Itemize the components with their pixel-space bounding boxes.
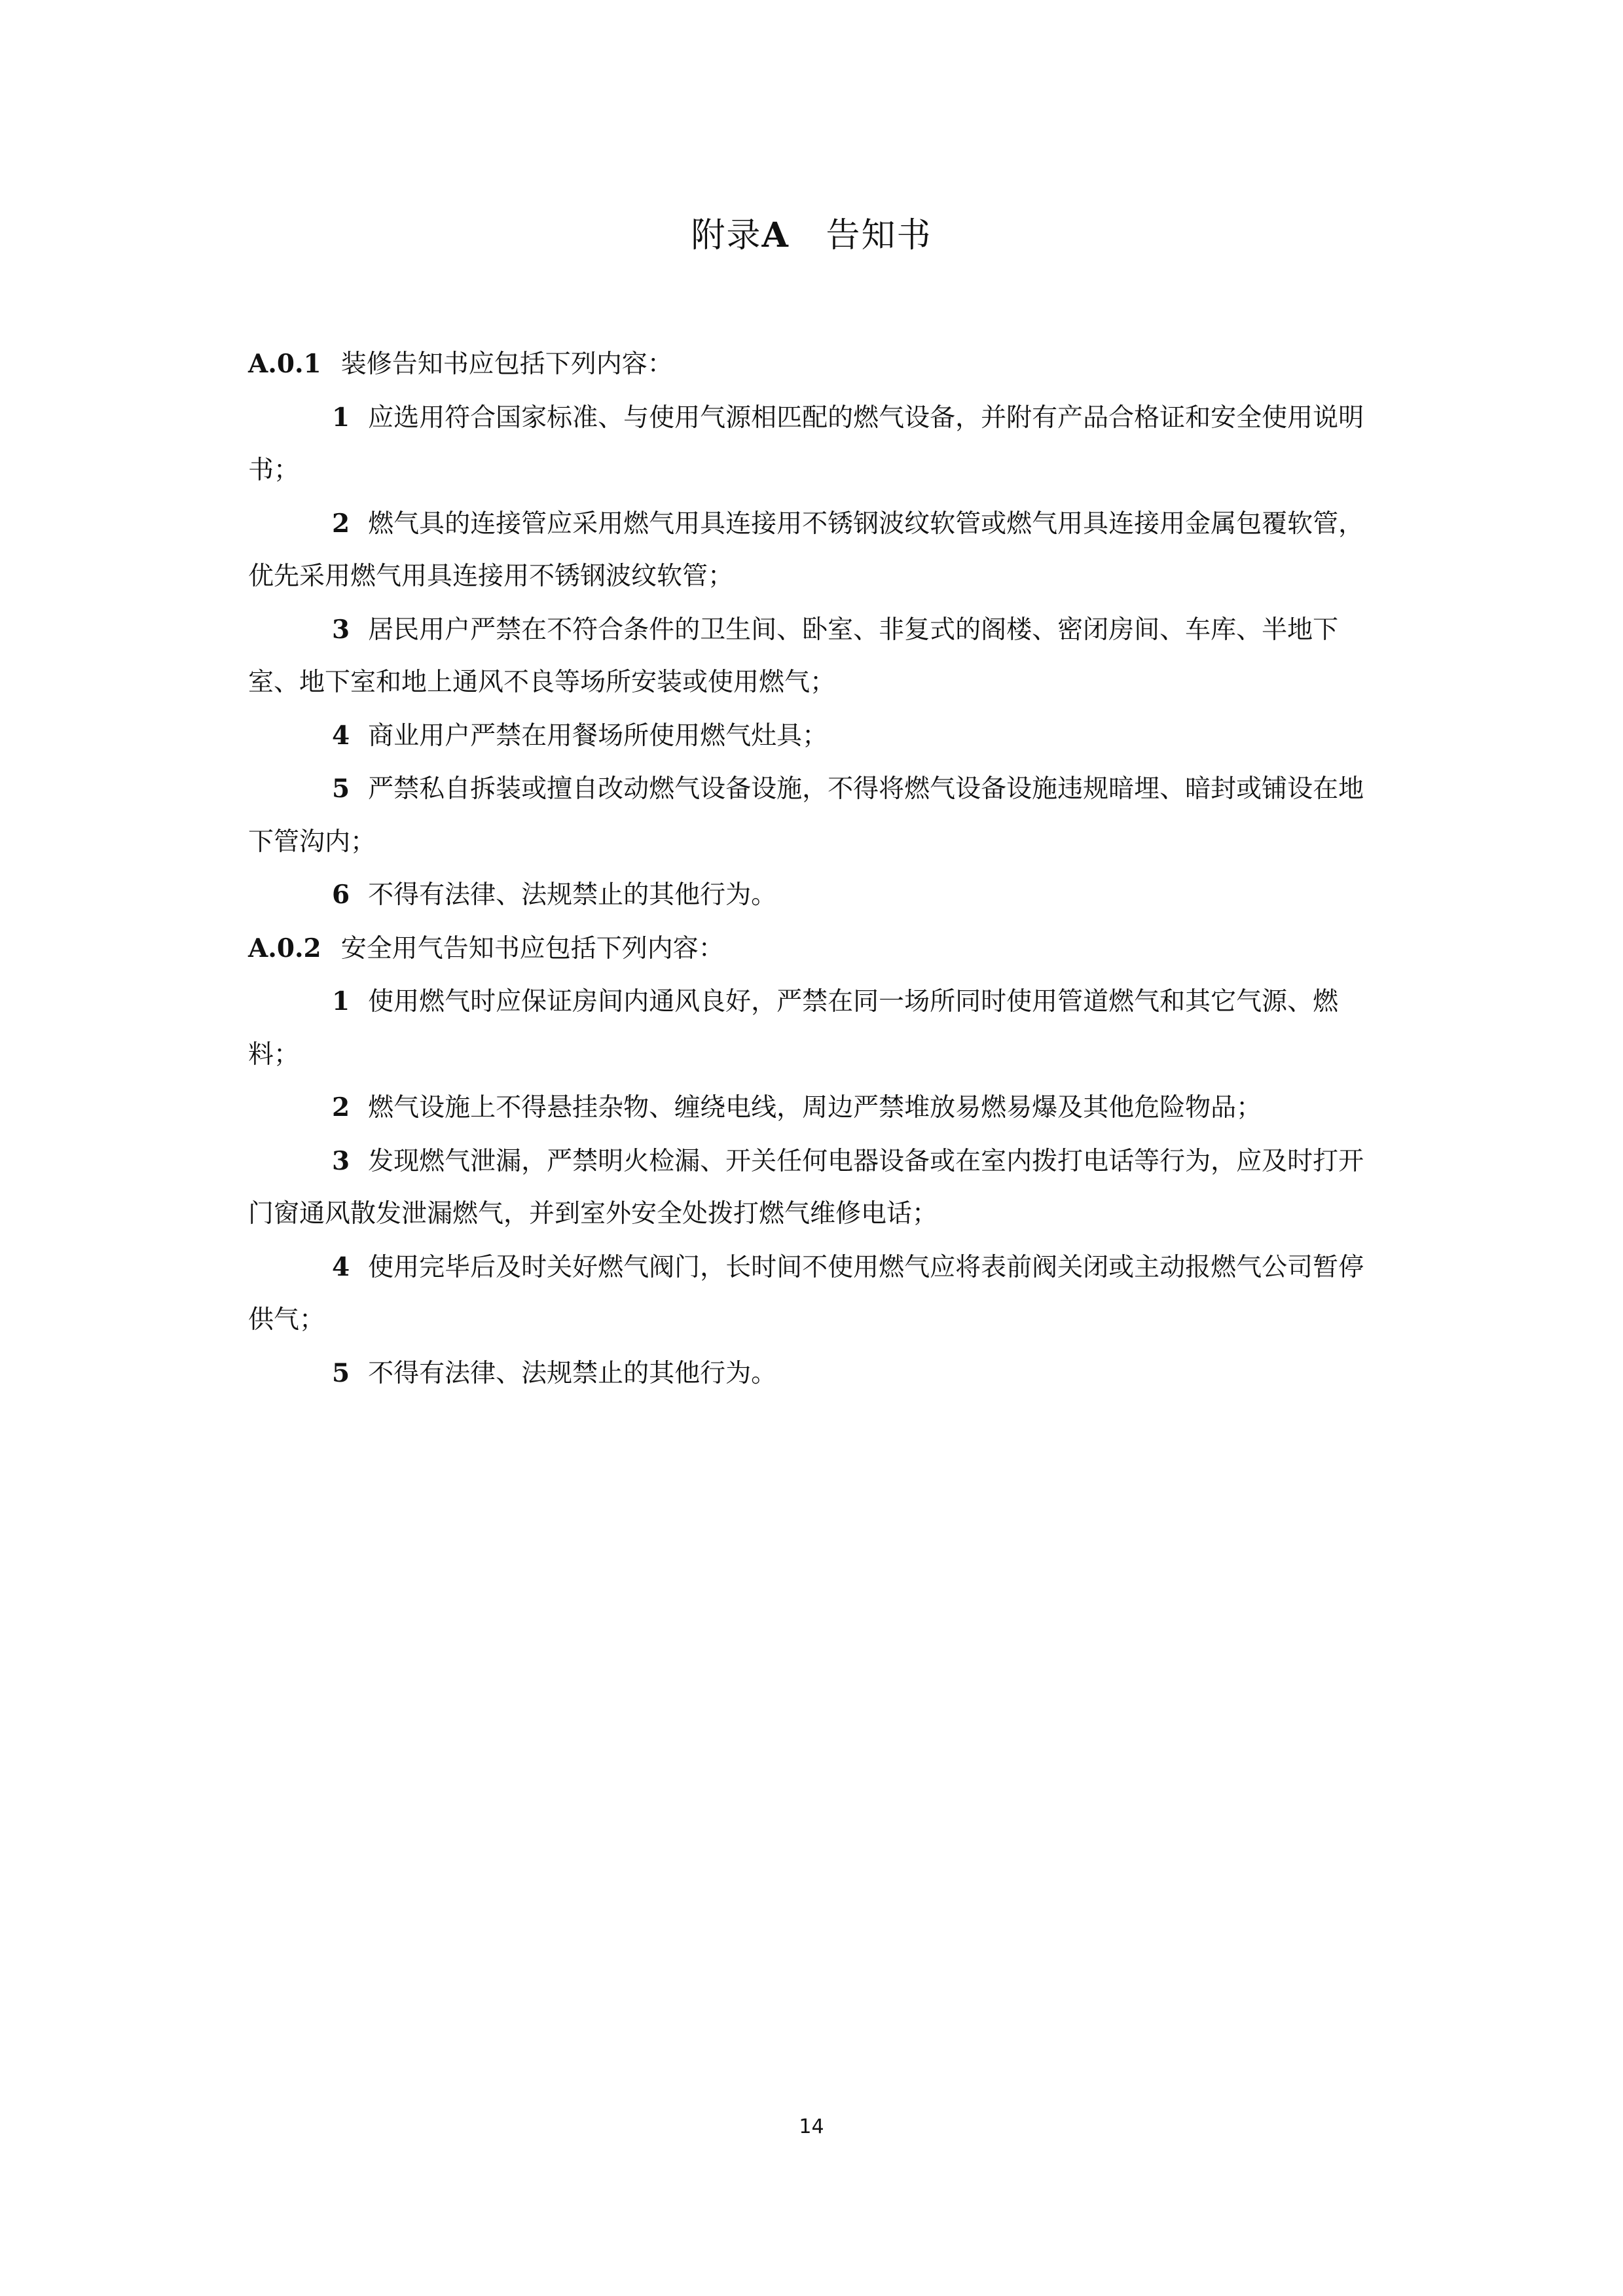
- item-text: 使用完毕后及时关好燃气阀门，长时间不使用燃气应将表前阀关闭或主动报燃气公司暂停供气；: [248, 1252, 1364, 1335]
- item-text: 商业用户严禁在用餐场所使用燃气灶具；: [368, 721, 828, 751]
- list-item: [248, 1081, 1387, 1135]
- section-heading: [248, 922, 1387, 976]
- list-item: [248, 709, 1387, 763]
- item-number: 1: [332, 986, 350, 1016]
- item-number: 4: [332, 1251, 350, 1282]
- item-text: 发现燃气泄漏，严禁明火检漏、开关任何电器设备或在室内拨打电话等行为，应及时打开门窗通风散发泄漏燃气，并到室外安全处拨打燃气维修电话；: [248, 1146, 1364, 1229]
- item-text: 应选用符合国家标准、与使用气源相匹配的燃气设备，并附有产品合格证和安全使用说明书；: [248, 403, 1364, 485]
- item-text: 不得有法律、法规禁止的其他行为。: [368, 1358, 777, 1388]
- document-body: [248, 338, 1387, 1400]
- item-text: 不得有法律、法规禁止的其他行为。: [368, 880, 777, 910]
- list-item: [248, 975, 1387, 1081]
- item-text: 燃气具的连接管应采用燃气用具连接用不锈钢波纹软管或燃气用具连接用金属包覆软管，优先采用燃气用具连接用不锈钢波纹软管；: [248, 509, 1364, 591]
- title-main: 告知书: [826, 216, 932, 255]
- item-number: 2: [332, 508, 350, 539]
- item-number: 3: [332, 1145, 350, 1176]
- item-text: 严禁私自拆装或擅自改动燃气设备设施，不得将燃气设备设施违规暗埋、暗封或铺设在地下管沟内；: [248, 774, 1364, 857]
- item-number: 5: [332, 1357, 350, 1388]
- list-item: [248, 1135, 1387, 1241]
- page-title: [0, 208, 1623, 263]
- title-letter: A: [761, 215, 790, 255]
- section-number: A.0.2: [248, 933, 321, 963]
- item-text: 居民用户严禁在不符合条件的卫生间、卧室、非复式的阁楼、密闭房间、车库、半地下室、地下室和地上通风不良等场所安装或使用燃气；: [248, 615, 1339, 697]
- list-item: [248, 391, 1387, 497]
- list-item: [248, 1241, 1387, 1347]
- list-item: [248, 869, 1387, 922]
- list-item: [248, 762, 1387, 869]
- section-heading: [248, 338, 1387, 391]
- title-prefix: 附录: [691, 216, 762, 255]
- list-item: [248, 603, 1387, 709]
- list-item: [248, 1347, 1387, 1401]
- item-text: 燃气设施上不得悬挂杂物、缠绕电线，周边严禁堆放易燃易爆及其他危险物品；: [368, 1093, 1262, 1122]
- section-heading-text: 安全用气告知书应包括下列内容：: [340, 933, 724, 963]
- item-number: 5: [332, 774, 350, 804]
- item-text: 使用燃气时应保证房间内通风良好，严禁在同一场所同时使用管道燃气和其它气源、燃料；: [248, 987, 1339, 1069]
- item-number: 4: [332, 720, 350, 751]
- list-item: [248, 497, 1387, 603]
- section-heading-text: 装修告知书应包括下列内容：: [340, 350, 673, 379]
- section-number: A.0.1: [248, 349, 321, 379]
- item-number: 6: [332, 880, 350, 910]
- item-number: 1: [332, 402, 350, 433]
- item-number: 3: [332, 614, 350, 645]
- page-number: 14: [799, 2115, 824, 2138]
- item-number: 2: [332, 1092, 350, 1122]
